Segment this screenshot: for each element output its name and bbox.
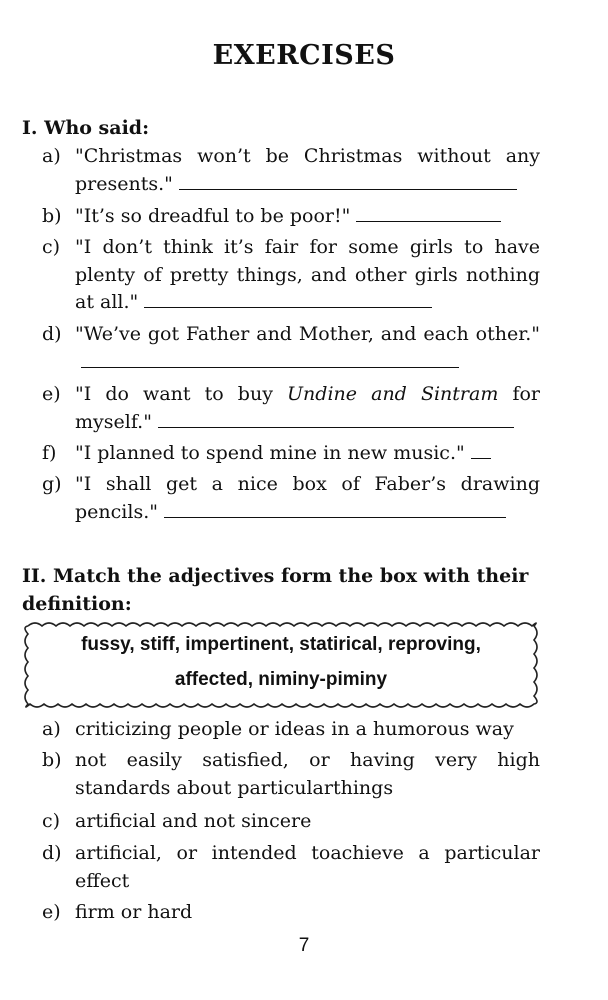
adjective-list-line-2: affected, niminy-piminy bbox=[174, 669, 388, 690]
item-letter: d) bbox=[42, 323, 62, 345]
who-said-item-b bbox=[42, 203, 540, 231]
quote-text-start: "I do want to buy bbox=[75, 383, 288, 405]
definition-text: firm or hard bbox=[75, 901, 193, 923]
item-letter: d) bbox=[42, 842, 62, 864]
item-letter: c) bbox=[42, 236, 61, 258]
answer-blank[interactable] bbox=[356, 220, 501, 222]
definition-item-d bbox=[42, 840, 540, 895]
definition-item-b bbox=[42, 747, 540, 802]
quote-text: "We’ve got Father and Mother, and each other." bbox=[75, 323, 540, 345]
who-said-item-d bbox=[42, 321, 540, 376]
answer-blank[interactable] bbox=[144, 306, 432, 308]
definition-text: not easily satisfied, or having very high standards about particularthings bbox=[75, 749, 540, 799]
page-title: EXERCISES bbox=[212, 40, 396, 71]
section-1-heading: I. Who said: bbox=[22, 117, 150, 139]
answer-blank[interactable] bbox=[81, 366, 459, 368]
adjective-box bbox=[22, 620, 540, 710]
who-said-item-f bbox=[42, 440, 540, 468]
definition-item-c bbox=[42, 808, 540, 836]
definition-item-a bbox=[42, 716, 540, 744]
definition-text: artificial, or intended toachieve a particular effect bbox=[75, 842, 540, 892]
page-number: 7 bbox=[298, 935, 310, 956]
answer-blank[interactable] bbox=[179, 188, 517, 190]
item-letter: b) bbox=[42, 205, 62, 227]
definition-text: artificial and not sincere bbox=[75, 810, 312, 832]
item-letter: e) bbox=[42, 383, 61, 405]
answer-blank[interactable] bbox=[471, 457, 491, 459]
item-letter: e) bbox=[42, 901, 61, 923]
section-2-heading: II. Match the adjectives form the box with their definition: bbox=[22, 565, 529, 615]
quote-text: "I planned to spend mine in new music." bbox=[75, 442, 465, 464]
item-letter: b) bbox=[42, 749, 62, 771]
who-said-item-a bbox=[42, 143, 540, 198]
definition-text: criticizing people or ideas in a humorous way bbox=[75, 718, 514, 740]
answer-blank[interactable] bbox=[164, 516, 506, 518]
who-said-item-c bbox=[42, 234, 540, 317]
quote-text: "I shall get a nice box of Faber’s drawing pencils." bbox=[75, 473, 540, 523]
item-letter: g) bbox=[42, 473, 62, 495]
book-title: Undine and Sintram bbox=[287, 383, 499, 405]
adjective-list-line-1: fussy, stiff, impertinent, statirical, reproving, bbox=[81, 634, 481, 655]
item-letter: f) bbox=[42, 442, 57, 464]
quote-text-end: for myself." bbox=[75, 383, 541, 433]
quote-text: "Christmas won’t be Christmas without any presents." bbox=[75, 145, 540, 195]
quote-text: "It’s so dreadful to be poor!" bbox=[75, 205, 351, 227]
item-letter: c) bbox=[42, 810, 61, 832]
answer-blank[interactable] bbox=[158, 426, 514, 428]
quote-text: "I don’t think it’s fair for some girls to have plenty of pretty things, and other girls nothing at all." bbox=[75, 236, 540, 313]
item-letter: a) bbox=[42, 718, 61, 740]
item-letter: a) bbox=[42, 145, 61, 167]
who-said-item-g bbox=[42, 471, 540, 526]
definition-item-e bbox=[42, 899, 540, 927]
who-said-item-e bbox=[42, 381, 540, 436]
